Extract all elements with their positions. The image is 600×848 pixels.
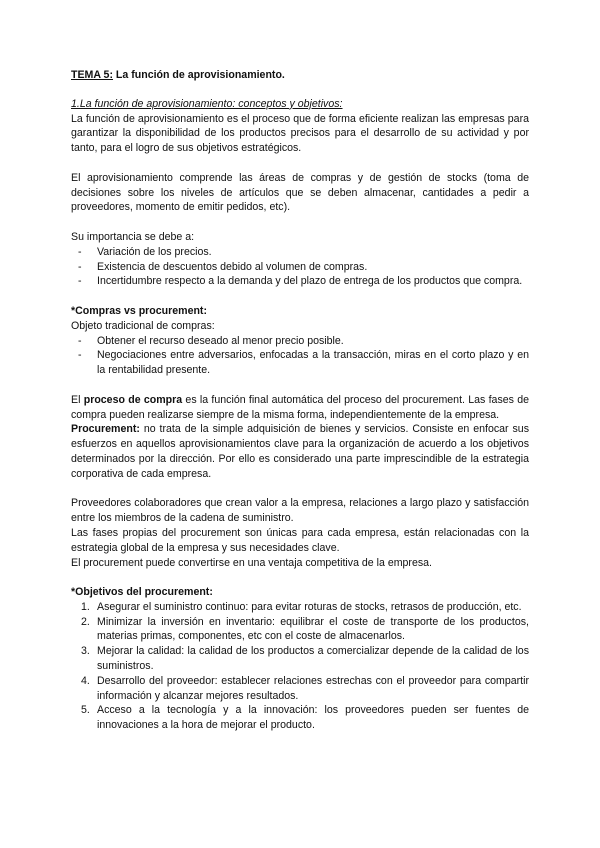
paragraph-proveedores: Proveedores colaboradores que crean valor a la empresa, relaciones a largo plazo y satisfacción entre los miembros de la cadena de suministro.: [71, 497, 529, 525]
importance-intro: Su importancia se debe a:: [71, 230, 195, 243]
section-heading: 1.La función de aprovisionamiento: conceptos y objetivos:: [71, 97, 343, 110]
list-item: 2. Minimizar la inversión en inventario: equilibrar el coste de transporte de los productos, materias primas, componentes, etc con el coste de almacenarlos.: [81, 615, 529, 643]
compras-list: [71, 334, 529, 378]
objetivos-heading: *Objetivos del procurement:: [71, 586, 213, 599]
title-text: La función de aprovisionamiento.: [112, 69, 285, 81]
paragraph-proceso: El proceso de compra es la función final automática del proceso del procurement. Las fases de compra pueden realizarse siempre de la misma forma, independientemente de la empresa.: [71, 393, 529, 421]
list-item: - Variación de los precios.: [78, 245, 212, 258]
list-item: - Existencia de descuentos debido al volumen de compras.: [78, 260, 368, 273]
list-item: 4. Desarrollo del proveedor: establecer relaciones estrechas con el proveedor para compartir información y alcanzar mejores resultados.: [81, 674, 529, 702]
page-title: [71, 68, 529, 83]
list-item: - Obtener el recurso deseado al menor precio posible.: [78, 334, 344, 347]
document-page: [71, 68, 529, 733]
list-item: 1. Asegurar el suministro continuo: para evitar roturas de stocks, retrasos de producción, etc.: [81, 600, 522, 613]
compras-heading: *Compras vs procurement:: [71, 304, 207, 317]
paragraph-areas: El aprovisionamiento comprende las áreas de compras y de gestión de stocks (toma de decisiones sobre los niveles de artículos que se deben almacenar, cantidades a pedir a proveedores, momento de emitir pedidos, etc).: [71, 171, 529, 214]
importance-list: [71, 245, 529, 289]
list-item: - Negociaciones entre adversarios, enfocadas a la transacción, miras en el corto plazo y en la rentabilidad presente.: [78, 349, 529, 377]
title-prefix: TEMA 5:: [71, 69, 113, 81]
paragraph-procurement: Procurement: no trata de la simple adquisición de bienes y servicios. Consiste en enfocar sus esfuerzos en aquellos aprovisionamientos clave para la organización de acuerdo a los objetivos determinados por la dirección. Por ello es considerado una parte imprescindible de la estrategia corporativa de cada empresa.: [71, 423, 529, 480]
paragraph-ventaja: El procurement puede convertirse en una ventaja competitiva de la empresa.: [71, 556, 432, 569]
paragraph-definition: La función de aprovisionamiento es el proceso que de forma eficiente realizan las empresas para garantizar la disponibilidad de los productos precisos para el desarrollo de su actividad y por tanto, para el logro de sus objetivos estratégicos.: [71, 112, 529, 155]
list-item: 5. Acceso a la tecnología y a la innovación: los proveedores pueden ser fuentes de innovaciones a la hora de mejorar el producto.: [81, 704, 529, 732]
compras-intro: Objeto tradicional de compras:: [71, 319, 215, 332]
list-item: 3. Mejorar la calidad: la calidad de los productos a comercializar depende de la calidad de los suministros.: [81, 645, 529, 673]
objetivos-list: [71, 600, 529, 733]
list-item: - Incertidumbre respecto a la demanda y del plazo de entrega de los productos que compra.: [78, 275, 523, 288]
paragraph-fases: Las fases propias del procurement son únicas para cada empresa, están relacionadas con la estrategia global de la empresa y sus necesidades clave.: [71, 526, 529, 554]
